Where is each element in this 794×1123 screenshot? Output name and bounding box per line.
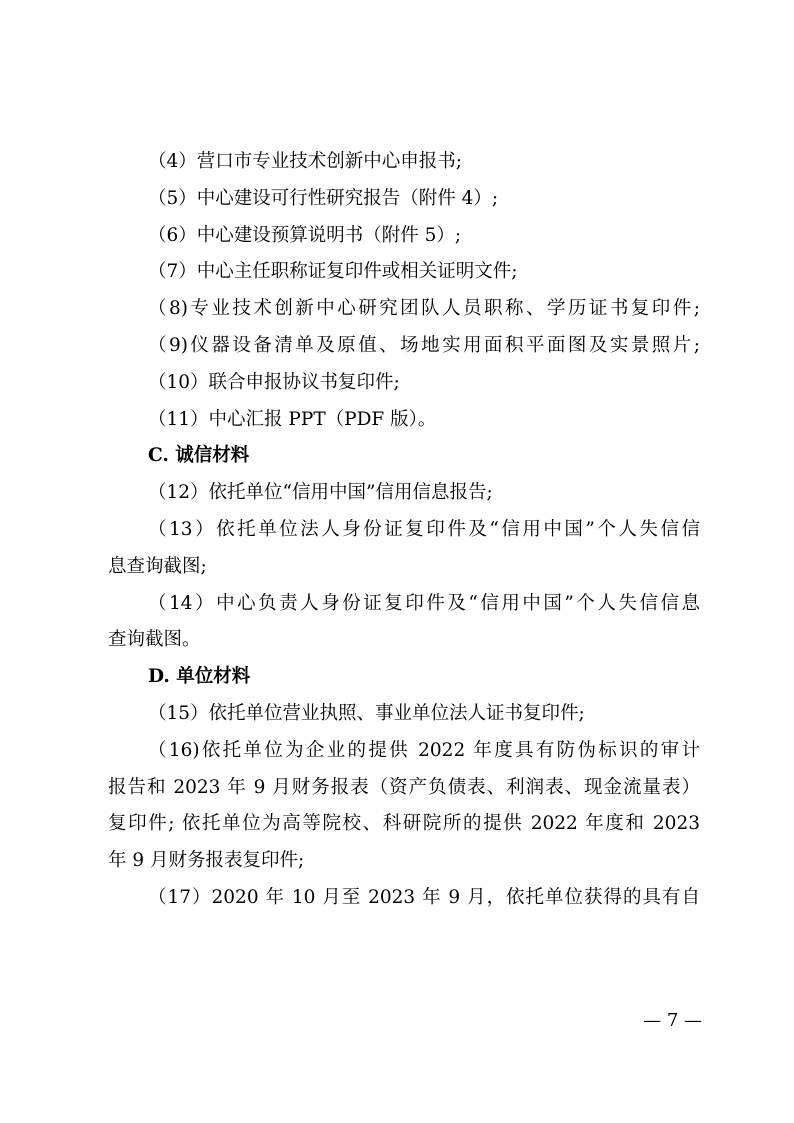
list-item-16: （16)依托单位为企业的提供 2022 年度具有防伪标识的审计	[148, 739, 700, 761]
list-item-9: （9)仪器设备清单及原值、场地实用面积平面图及实景照片;	[148, 334, 700, 356]
section-heading-d: D. 单位材料	[148, 666, 251, 688]
list-item-14-continued: 查询截图。	[108, 629, 201, 651]
list-item-15: （15）依托单位营业执照、事业单位法人证书复印件;	[148, 702, 585, 724]
list-item-16-continued-1: 报告和 2023 年 9 月财务报表（资产负债表、利润表、现金流量表）	[108, 776, 700, 798]
list-item-4: （4）营口市专业技术创新中心申报书;	[148, 151, 463, 172]
list-item-11: （11）中心汇报 PPT（PDF 版）。	[148, 408, 437, 430]
page-number: — 7 —	[643, 1010, 702, 1031]
list-item-7: （7）中心主任职称证复印件或相关证明文件;	[148, 261, 518, 283]
list-item-12: （12）依托单位“信用中国”信用信息报告;	[148, 482, 493, 504]
list-item-16-continued-3: 年 9 月财务报表复印件;	[108, 850, 305, 872]
section-heading-c: C. 诚信材料	[148, 445, 250, 467]
list-item-8: （8)专业技术创新中心研究团队人员职称、学历证书复印件;	[148, 298, 700, 320]
list-item-13: （13）依托单位法人身份证复印件及“信用中国”个人失信信	[148, 518, 700, 540]
list-item-16-continued-2: 复印件; 依托单位为高等院校、科研院所的提供 2022 年度和 2023	[108, 813, 700, 835]
list-item-10: （10）联合申报协议书复印件;	[148, 371, 400, 393]
document-body	[108, 144, 700, 917]
list-item-13-continued: 息查询截图;	[108, 555, 207, 577]
list-item-5: （5）中心建设可行性研究报告（附件 4）;	[148, 187, 499, 209]
list-item-14: （14）中心负责人身份证复印件及“信用中国”个人失信信息	[148, 592, 700, 614]
list-item-17: （17）2020 年 10 月至 2023 年 9 月，依托单位获得的具有自	[148, 886, 700, 908]
list-item-6: （6）中心建设预算说明书（附件 5）;	[148, 224, 462, 246]
